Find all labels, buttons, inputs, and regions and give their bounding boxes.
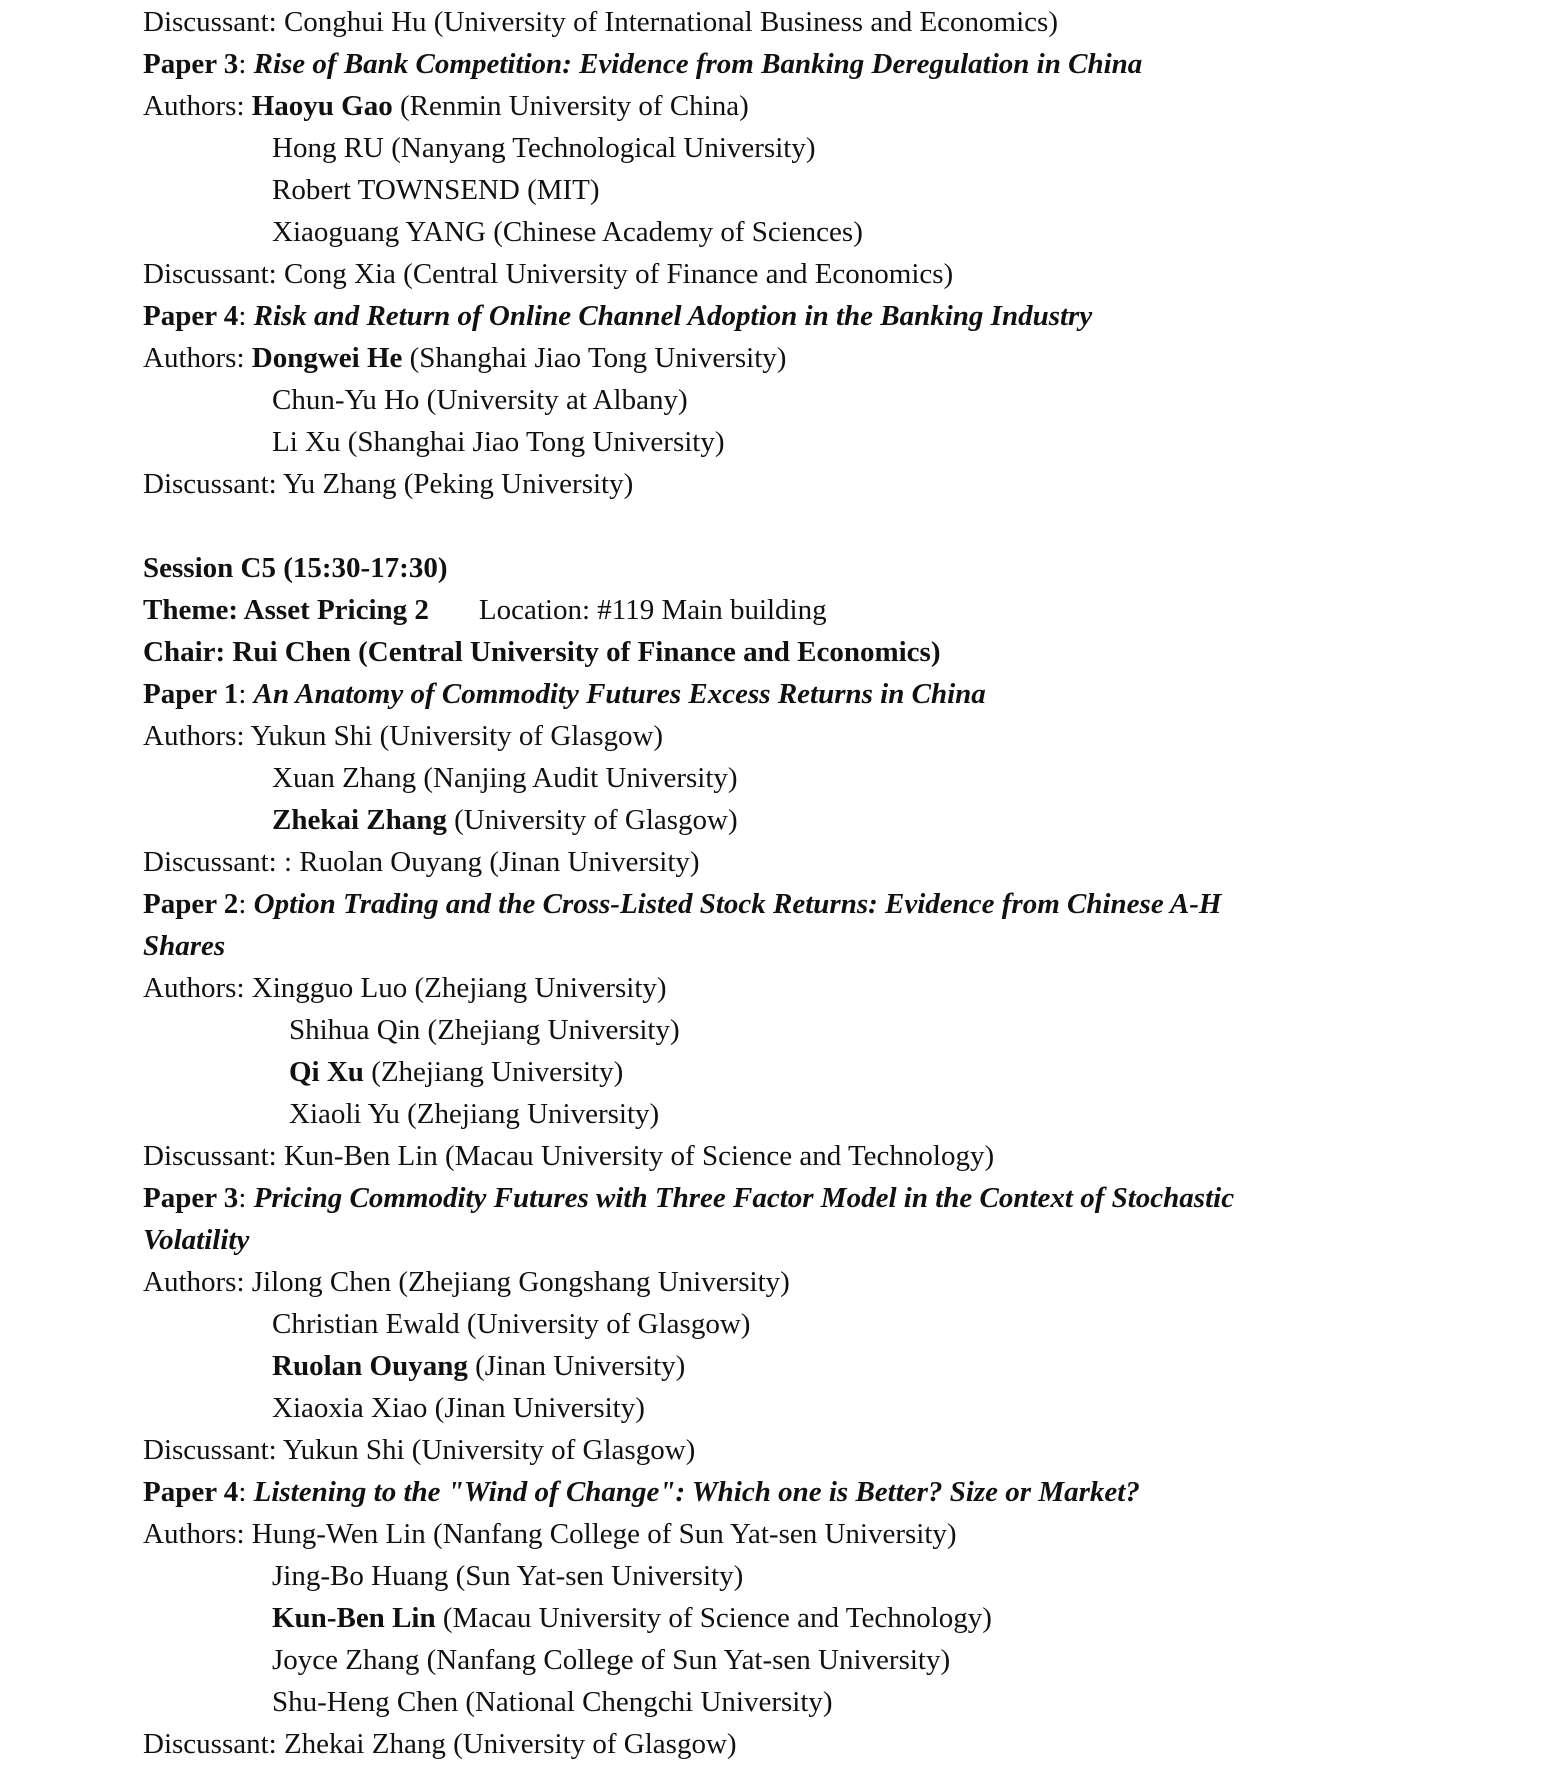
text-segment: (Renmin University of China)	[392, 90, 749, 122]
text-segment: Kun-Ben Lin	[272, 1602, 436, 1634]
text-segment: Discussant: Yukun Shi (University of Glasgow)	[143, 1434, 696, 1466]
paper-line	[143, 295, 1506, 337]
text-segment: Xuan Zhang (Nanjing Audit University)	[272, 762, 738, 794]
text-segment: :	[238, 888, 254, 920]
author-line	[143, 1345, 1506, 1387]
text-segment: Rise of Bank Competition: Evidence from Banking Deregulation in China	[253, 48, 1143, 80]
text-segment: Hong RU (Nanyang Technological University)	[272, 132, 816, 164]
text-segment: :	[238, 678, 254, 710]
author-line	[143, 1555, 1506, 1597]
text-segment: Discussant: Conghui Hu (University of International Business and Economics)	[143, 6, 1058, 38]
discussant-line	[143, 841, 1506, 883]
text-segment: Discussant: Yu Zhang (Peking University)	[143, 468, 634, 500]
theme-location-line	[143, 589, 1506, 631]
text-segment: (Macau University of Science and Technology)	[435, 1602, 992, 1634]
paper-line	[143, 1471, 1506, 1513]
text-segment: (University of Glasgow)	[446, 804, 738, 836]
text-segment: Session C5 (15:30-17:30)	[143, 552, 448, 584]
text-segment: Joyce Zhang (Nanfang College of Sun Yat-sen University)	[272, 1644, 951, 1676]
text-segment: Ruolan Ouyang	[272, 1350, 468, 1382]
text-segment: Shihua Qin (Zhejiang University)	[289, 1014, 680, 1046]
author-line	[143, 1681, 1506, 1723]
text-segment: Option Trading and the Cross-Listed Stock Returns: Evidence from Chinese A-H	[253, 888, 1222, 920]
discussant-line	[143, 1723, 1506, 1765]
text-segment: Discussant: Kun-Ben Lin (Macau University of Science and Technology)	[143, 1140, 995, 1172]
document-page	[143, 1, 1506, 1765]
author-line	[143, 799, 1506, 841]
text-segment: Christian Ewald (University of Glasgow)	[272, 1308, 751, 1340]
text-segment: Risk and Return of Online Channel Adoption in the Banking Industry	[253, 300, 1093, 332]
text-segment: Authors: Jilong Chen (Zhejiang Gongshang University)	[143, 1266, 790, 1298]
text-segment: (Shanghai Jiao Tong University)	[402, 342, 787, 374]
text-segment: Qi Xu	[289, 1056, 364, 1088]
discussant-line	[143, 463, 1506, 505]
text-segment: :	[238, 1476, 254, 1508]
text-segment: Location: #119 Main building	[478, 594, 827, 626]
text-segment: Theme: Asset Pricing 2	[143, 594, 429, 626]
text-segment: Jing-Bo Huang (Sun Yat-sen University)	[272, 1560, 744, 1592]
text-segment: Dongwei He	[251, 342, 403, 374]
blank-line	[143, 505, 1506, 547]
paper-title-continuation-line	[143, 925, 1506, 967]
text-segment: Paper 3	[143, 48, 239, 80]
author-line	[143, 1051, 1506, 1093]
authors-line	[143, 1513, 1506, 1555]
authors-line	[143, 85, 1506, 127]
text-segment: Robert TOWNSEND (MIT)	[272, 174, 600, 206]
paper-line	[143, 883, 1506, 925]
author-line	[143, 1093, 1506, 1135]
discussant-line	[143, 1429, 1506, 1471]
text-segment: Chair: Rui Chen (Central University of Finance and Economics)	[143, 636, 941, 668]
author-line	[143, 1639, 1506, 1681]
discussant-line	[143, 1135, 1506, 1177]
authors-line	[143, 967, 1506, 1009]
text-segment: Haoyu Gao	[251, 90, 393, 122]
text-segment: Zhekai Zhang	[272, 804, 447, 836]
authors-line	[143, 337, 1506, 379]
text-segment: :	[238, 1182, 254, 1214]
paper-line	[143, 43, 1506, 85]
text-segment: Discussant: : Ruolan Ouyang (Jinan University)	[143, 846, 700, 878]
text-segment: Chun-Yu Ho (University at Albany)	[272, 384, 688, 416]
paper-line	[143, 673, 1506, 715]
discussant-line	[143, 253, 1506, 295]
text-segment: :	[238, 48, 254, 80]
text-segment: Authors: Hung-Wen Lin (Nanfang College of Sun Yat-sen University)	[143, 1518, 957, 1550]
text-segment: Pricing Commodity Futures with Three Factor Model in the Context of Stochastic	[253, 1182, 1235, 1214]
authors-line	[143, 715, 1506, 757]
text-segment: Li Xu (Shanghai Jiao Tong University)	[272, 426, 725, 458]
author-line	[143, 379, 1506, 421]
authors-line	[143, 1261, 1506, 1303]
author-line	[143, 421, 1506, 463]
author-line	[143, 127, 1506, 169]
text-segment: Authors:	[143, 342, 252, 374]
text-segment: Paper 4	[143, 1476, 239, 1508]
author-line	[143, 1303, 1506, 1345]
author-line	[143, 1009, 1506, 1051]
text-segment: Authors:	[143, 90, 252, 122]
author-line	[143, 169, 1506, 211]
text-segment: Discussant: Cong Xia (Central University of Finance and Economics)	[143, 258, 954, 290]
text-segment: Authors: Yukun Shi (University of Glasgow)	[143, 720, 664, 752]
text-segment: Listening to the "Wind of Change": Which one is Better? Size or Market?	[253, 1476, 1140, 1508]
text-segment: Paper 4	[143, 300, 239, 332]
text-segment: Xiaoguang YANG (Chinese Academy of Sciences)	[272, 216, 863, 248]
text-segment: Xiaoli Yu (Zhejiang University)	[289, 1098, 660, 1130]
text-segment: Shu-Heng Chen (National Chengchi University)	[272, 1686, 833, 1718]
discussant-line	[143, 1, 1506, 43]
text-segment: Paper 1	[143, 678, 239, 710]
text-segment: Authors: Xingguo Luo (Zhejiang University)	[143, 972, 667, 1004]
session-header-line	[143, 547, 1506, 589]
text-segment: :	[238, 300, 254, 332]
text-segment: (Jinan University)	[467, 1350, 686, 1382]
chair-line	[143, 631, 1506, 673]
text-segment: Paper 3	[143, 1182, 239, 1214]
text-segment: Discussant: Zhekai Zhang (University of Glasgow)	[143, 1728, 737, 1760]
text-segment: Shares	[143, 930, 226, 962]
text-segment: Volatility	[143, 1224, 250, 1256]
author-line	[143, 1387, 1506, 1429]
paper-line	[143, 1177, 1506, 1219]
text-segment: An Anatomy of Commodity Futures Excess Returns in China	[253, 678, 986, 710]
author-line	[143, 757, 1506, 799]
text-segment: Xiaoxia Xiao (Jinan University)	[272, 1392, 645, 1424]
paper-title-continuation-line	[143, 1219, 1506, 1261]
text-segment: (Zhejiang University)	[363, 1056, 624, 1088]
text-segment: Paper 2	[143, 888, 239, 920]
author-line	[143, 1597, 1506, 1639]
author-line	[143, 211, 1506, 253]
